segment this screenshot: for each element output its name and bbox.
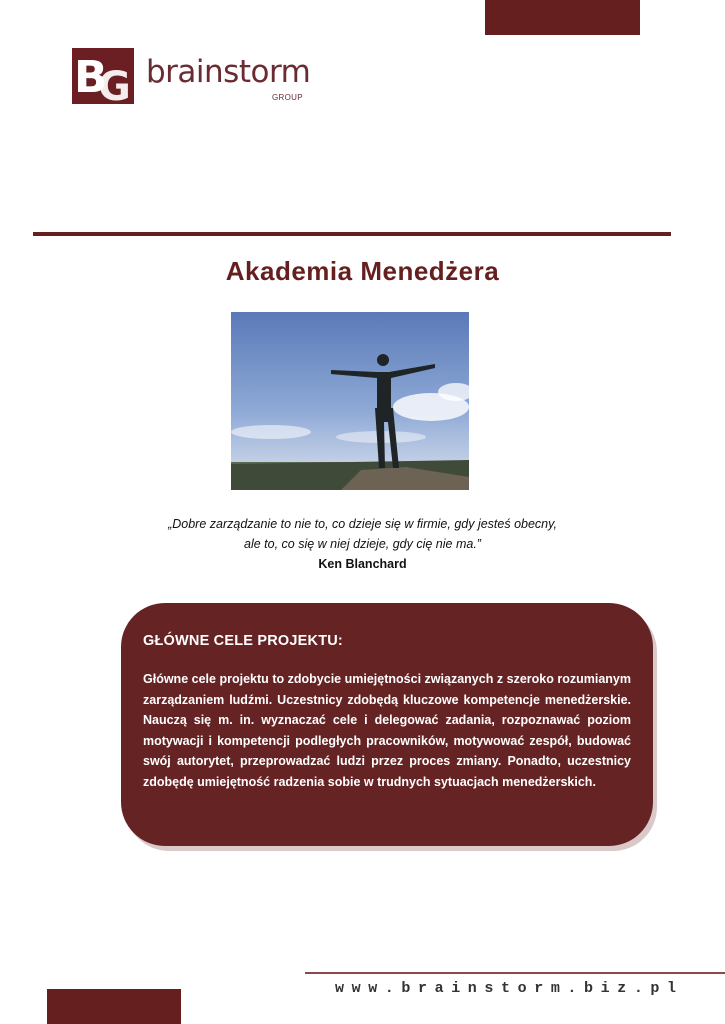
brainstorm-logo xyxy=(72,48,322,108)
bottom-accent-bar xyxy=(47,989,181,1024)
footer-url[interactable]: www.brainstorm.biz.pl xyxy=(335,980,684,997)
svg-text:G: G xyxy=(98,64,131,104)
quote-author: Ken Blanchard xyxy=(318,557,407,571)
quote-line-1: „Dobre zarządzanie to nie to, co dzieje się w firmie, gdy jesteś obecny, xyxy=(168,517,557,531)
logo-wordmark: brainstorm xyxy=(146,54,311,90)
svg-text:B: B xyxy=(74,52,108,103)
title-divider xyxy=(33,232,671,236)
goals-heading: GŁÓWNE CELE PROJEKTU: xyxy=(143,633,343,649)
page-title: Akademia Menedżera xyxy=(225,256,500,286)
goals-body: Główne cele projektu to zdobycie umiejętności związanych z szeroko rozumianym zarządzaniem ludźmi. Uczestnicy zdobędą kluczowe kompetencje menedżerskie. Nauczą się m. in. wyznaczać cele i delegować zadania, rozpoznawać poziom motywacji i kompetencji podległych pracowników, motywować zespół, budować swój autorytet, przeprowadzać ludzi przez proces zmiany. Ponadto, uczestnicy zdobędę umiejętność radzenia sobie w trudnych sytuacjach menedżerskich. xyxy=(143,672,631,789)
top-accent-bar xyxy=(485,0,640,35)
logo-subtitle: GROUP xyxy=(272,93,303,102)
header-photo xyxy=(231,312,469,490)
goals-box xyxy=(121,603,653,846)
quote-line-2: ale to, co się w niej dzieje, gdy cię nie ma.” xyxy=(244,537,481,551)
quote-block xyxy=(0,514,725,574)
bg-monogram-icon xyxy=(72,48,134,104)
footer-divider xyxy=(305,972,725,974)
